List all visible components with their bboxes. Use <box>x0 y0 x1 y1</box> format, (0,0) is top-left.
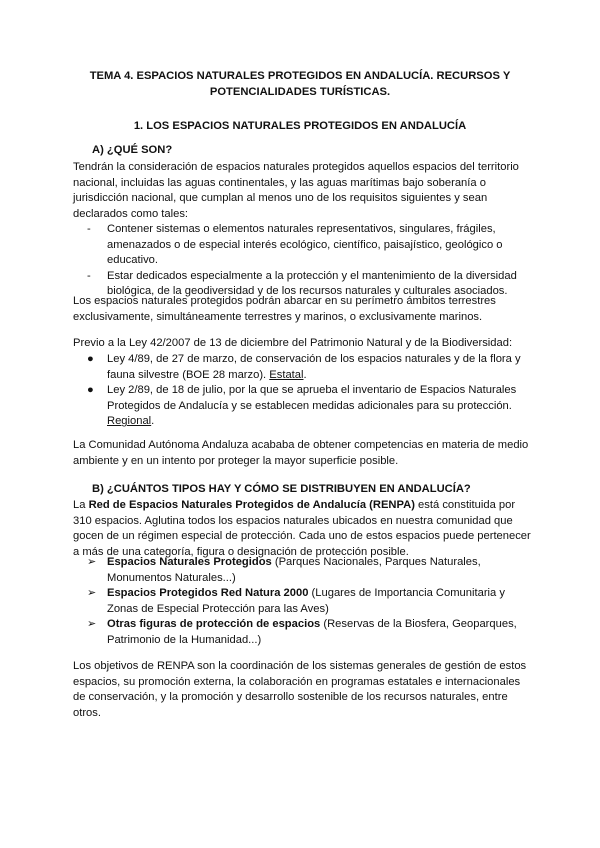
b-intro-post: está constituida por 310 espacios. Aglutina todos los espacios naturales ubicados en nuestra comunidad que gocen de un régimen especial de protección. Cada uno de estos espacios puede pertenecer a más de una categoría, figura o designación de protección posible. <box>73 499 531 558</box>
heading-a: A) ¿QUÉ SON? <box>92 144 173 156</box>
arrow-item <box>73 586 533 617</box>
bullet-item-tag: Estatal <box>269 368 304 381</box>
paragraph-a-intro: Tendrán la consideración de espacios naturales protegidos aquellos espacios del territorio nacional, incluidas las aguas continentales, y las aguas marítimas bajo soberanía o jurisdicción nacional, que cumplan al menos uno de los requisitos siguientes y sean declarados como tales: <box>73 161 519 220</box>
renpa-name: Red de Espacios Naturales Protegidos de Andalucía (RENPA) <box>88 499 415 511</box>
paragraph-objetivos: Los objetivos de RENPA son la coordinación de los sistemas generales de gestión de estos espacios, su promoción externa, la colaboración en programas estatales e internacionales de conservación, y la promoción y desarrollo sostenible de los recursos naturales, entre otros. <box>73 660 527 719</box>
dash-item-text: Contener sistemas o elementos naturales representativos, singulares, frágiles, amenazados o de especial interés ecológico, científico, paisajístico, geológico o educativo. <box>107 223 503 267</box>
arrow-item-text: (Reservas de la Biosfera, Geoparques, Patrimonio de la Humanidad...) <box>107 618 517 646</box>
document-title <box>60 69 540 100</box>
bullet-marker: ● <box>87 384 94 397</box>
bullet-item <box>73 383 533 430</box>
bullet-list <box>73 352 533 430</box>
bullet-item <box>73 352 533 383</box>
bullet-item-tag: Regional <box>107 415 152 428</box>
bullet-item-end: . <box>151 415 155 428</box>
arrow-item <box>73 555 533 586</box>
arrow-item <box>73 617 533 648</box>
dash-item <box>73 222 533 269</box>
dash-list <box>73 222 533 300</box>
heading-b: B) ¿CUÁNTOS TIPOS HAY Y CÓMO SE DISTRIBUYEN EN ANDALUCÍA? <box>92 483 471 495</box>
paragraph-previo: Previo a la Ley 42/2007 de 13 de diciembre del Patrimonio Natural y de la Biodiversidad: <box>73 337 513 349</box>
arrow-item-bold: Espacios Naturales Protegidos <box>107 556 272 568</box>
bullet-marker: ● <box>87 353 94 365</box>
arrow-item-text: (Lugares de Importancia Comunitaria y Zonas de Especial Protección para las Aves) <box>107 587 505 615</box>
title-line-2: POTENCIALIDADES TURÍSTICAS. <box>209 85 391 98</box>
arrow-item-text: (Parques Nacionales, Parques Naturales, Monumentos Naturales...) <box>107 556 481 584</box>
bullet-item-text: Ley 4/89, de 27 de marzo, de conservación de los espacios naturales y de la flora y fauna silvestre (BOE 28 marzo). <box>107 353 521 381</box>
bullet-item-end: . <box>303 368 307 381</box>
arrow-marker: ➢ <box>87 618 97 631</box>
title-line-1: TEMA 4. ESPACIOS NATURALES PROTEGIDOS EN ANDALUCÍA. RECURSOS Y <box>89 70 511 82</box>
dash-marker: - <box>87 223 91 235</box>
dash-marker: - <box>87 269 91 282</box>
arrow-item-bold: Otras figuras de protección de espacios <box>107 618 321 631</box>
arrow-list <box>73 555 533 649</box>
b-intro-pre: La <box>73 499 89 511</box>
paragraph-a-after: Los espacios naturales protegidos podrán abarcar en su perímetro ámbitos terrestres exclusivamente, simultáneamente terrestres y marinos, o exclusivamente marinos. <box>73 295 496 323</box>
paragraph-b-intro <box>73 498 533 560</box>
dash-item-text: Estar dedicados especialmente a la protección y el mantenimiento de la diversidad biológica, de la geodiversidad y de los recursos naturales y culturales asociados. <box>107 269 517 298</box>
arrow-item-bold: Espacios Protegidos Red Natura 2000 <box>107 587 309 600</box>
bullet-item-text: Ley 2/89, de 18 de julio, por la que se aprueba el inventario de Espacios Naturales Protegidos de Andalucía y se establecen medidas adicionales para su protección. <box>107 384 517 412</box>
arrow-marker: ➢ <box>87 587 97 600</box>
section-1-title: 1. LOS ESPACIOS NATURALES PROTEGIDOS EN ANDALUCÍA <box>133 120 467 132</box>
arrow-marker: ➢ <box>87 556 97 568</box>
paragraph-comunidad: La Comunidad Autónoma Andaluza acababa de obtener competencias en materia de medio ambiente y en un intento por proteger la mayor superficie posible. <box>73 439 529 467</box>
